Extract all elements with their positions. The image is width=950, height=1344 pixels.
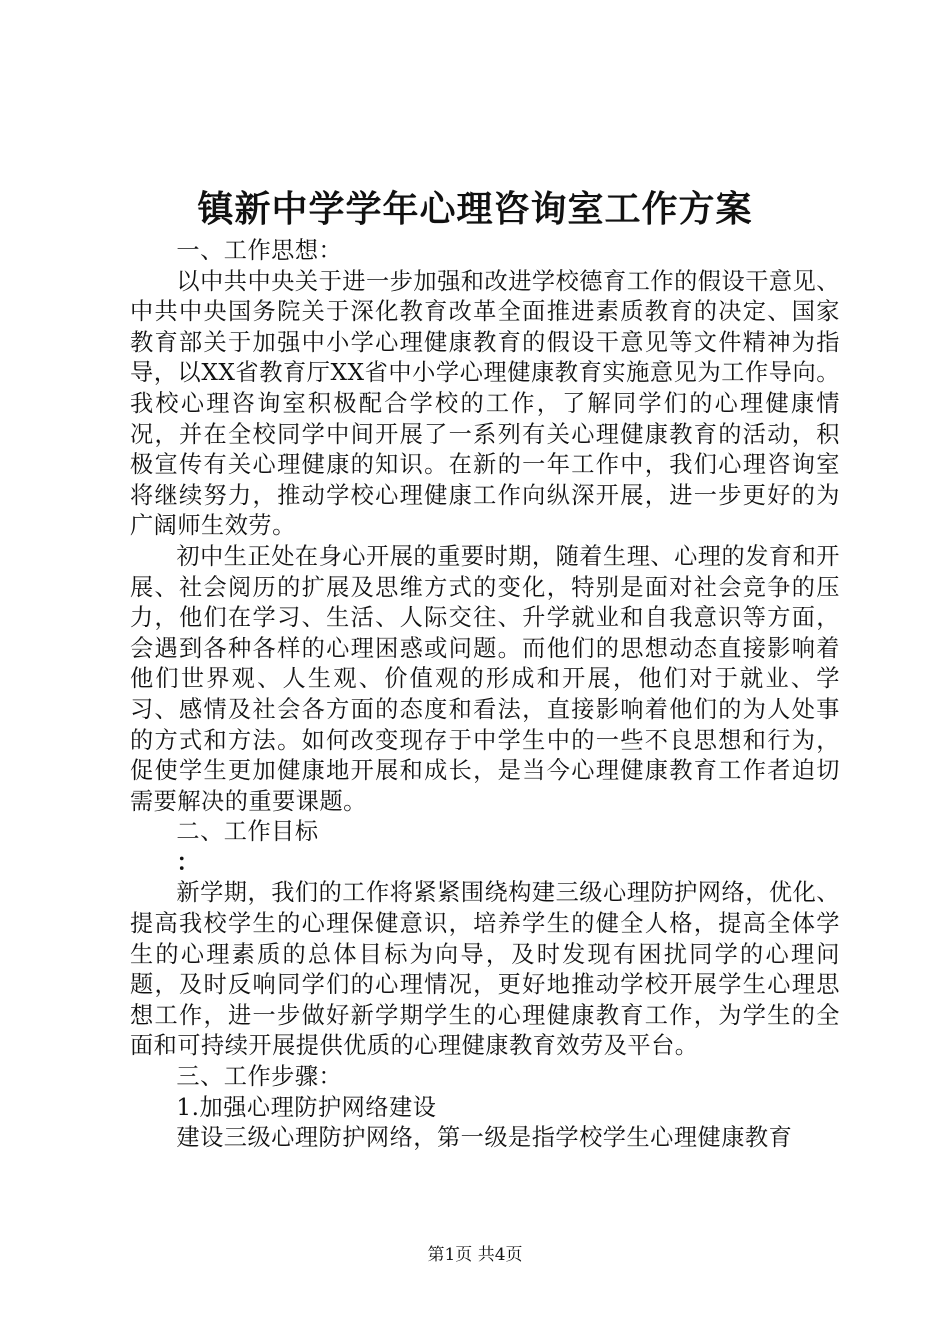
paragraph: 新学期，我们的工作将紧紧围绕构建三级心理防护网络，优化、提高我校学生的心理保健意识，培养学生的健全人格，提高全体学生的心理素质的总体目标为向导，及时发现有困扰同学的心理问题，及时反响同学们的心理情况，更好地推动学校开展学生心理思想工作，进一步做好新学期学生的心理健康教育工作，为学生的全面和可持续开展提供优质的心理健康教育效劳及平台。 [130, 879, 840, 1060]
paragraph: 以中共中央关于进一步加强和改进学校德育工作的假设干意见、中共中央国务院关于深化教育改革全面推进素质教育的决定、国家教育部关于加强中小学心理健康教育的假设干意见等文件精神为指导，以XX省教育厅XX省中小学心理健康教育实施意见为工作导向。我校心理咨询室积极配合学校的工作，了解同学们的心理健康情况，并在全校同学中间开展了一系列有关心理健康教育的活动，积极宣传有关心理健康的知识。在新的一年工作中，我们心理咨询室将继续努力，推动学校心理健康工作向纵深开展，进一步更好的为广阔师生效劳。 [130, 267, 840, 540]
paragraph: 建设三级心理防护网络，第一级是指学校学生心理健康教育 [176, 1124, 793, 1152]
document-body [130, 236, 840, 1154]
document-title: 镇新中学学年心理咨询室工作方案 [197, 188, 753, 230]
page-footer: 第1页 共4页 [427, 1245, 523, 1265]
colon-line: ： [176, 848, 201, 876]
section-heading-work-thought: 一、工作思想： [176, 237, 343, 264]
paragraph: 初中生正处在身心开展的重要时期，随着生理、心理的发育和开展、社会阅历的扩展及思维方式的变化，特别是面对社会竞争的压力，他们在学习、生活、人际交往、升学就业和自我意识等方面，会遇到各种各样的心理困惑或问题。而他们的思想动态直接影响着他们世界观、人生观、价值观的形成和开展，他们对于就业、学习、感情及社会各方面的态度和看法，直接影响着他们的为人处事的方式和方法。如何改变现存于中学生中的一些不良思想和行为，促使学生更加健康地开展和成长，是当今心理健康教育工作者迫切需要解决的重要课题。 [130, 542, 840, 815]
subheading-network: 1.加强心理防护网络建设 [176, 1093, 437, 1121]
section-heading-work-goal: 二、工作目标 [176, 818, 319, 846]
section-heading-work-steps: 三、工作步骤： [176, 1063, 343, 1091]
